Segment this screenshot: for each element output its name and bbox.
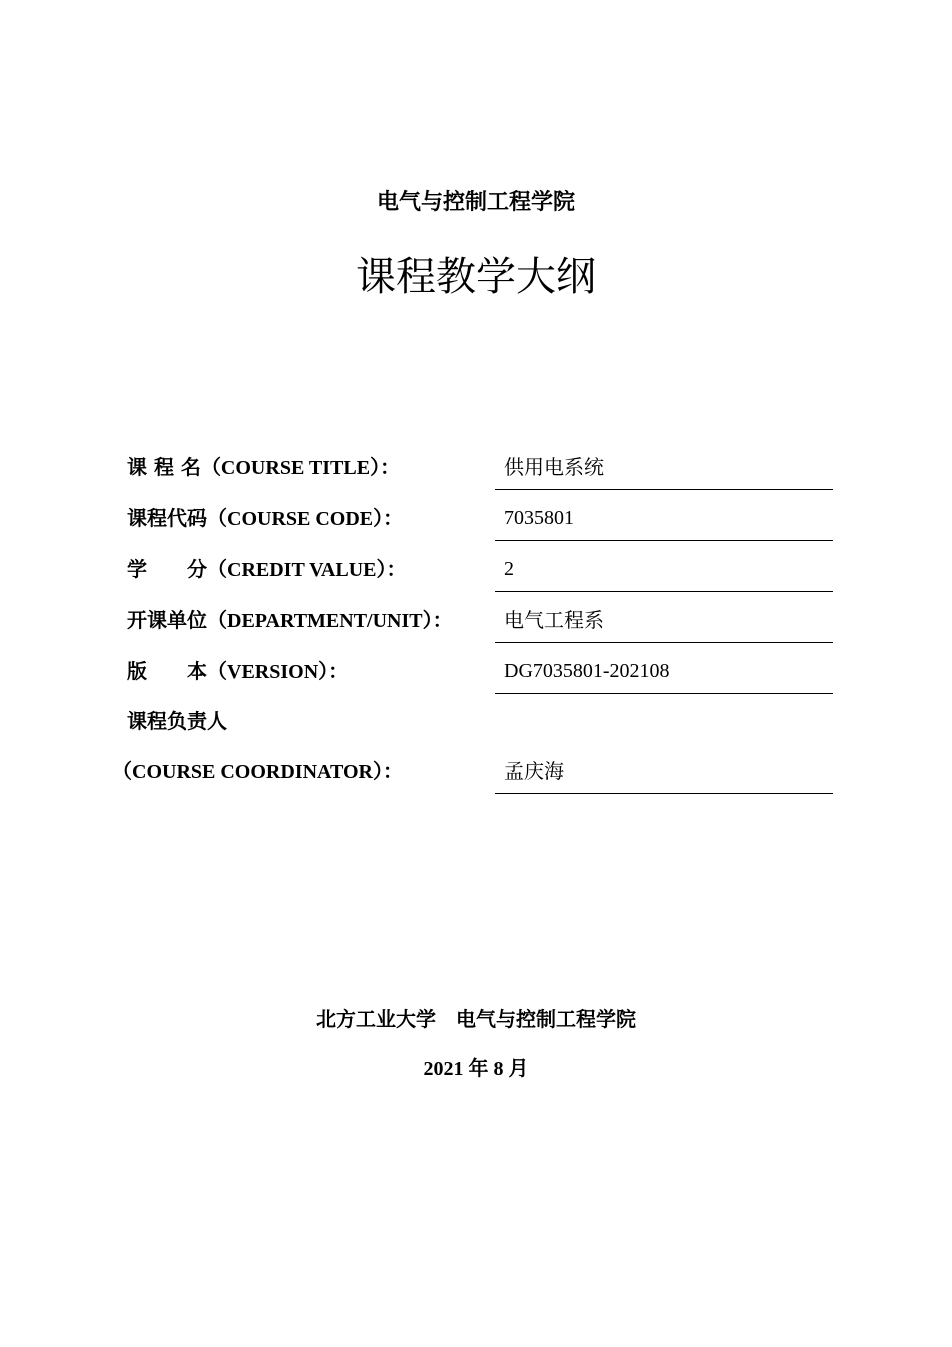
course-title-value: 供用电系统 [504,455,604,479]
footer-organization: 北方工业大学 电气与控制工程学院 [316,1007,636,1031]
course-code-value: 7035801 [504,507,574,529]
department-value: 电气工程系 [504,608,604,632]
version-label-cn: 版 本 [127,659,207,683]
course-title-label [127,453,400,482]
department-label-cn: 开课单位 [127,608,207,632]
coordinator-label-cn: 课程负责人 [127,709,227,733]
course-code-label [127,504,403,533]
field-credit-value [0,543,952,593]
credit-value-underline [495,591,833,592]
field-coordinator-heading [0,695,952,745]
field-coordinator [0,745,952,795]
document-title: 课程教学大纲 [356,254,596,300]
coordinator-label [112,757,403,786]
department-label [127,606,453,635]
field-department [0,594,952,644]
department-label-en: （DEPARTMENT/UNIT）： [207,610,453,632]
credit-value-label-en: （CREDIT VALUE）： [207,559,407,581]
college-name: 电气与控制工程学院 [376,190,575,215]
version-value: DG7035801-202108 [504,660,670,682]
version-label-en: （VERSION）： [207,661,349,683]
course-title-label-cn: 课 程 名 [127,455,201,479]
footer-date: 2021 年 8 月 [423,1058,529,1080]
version-underline [495,693,833,694]
course-code-label-cn: 课程代码 [127,506,207,530]
coordinator-underline [495,793,833,794]
field-course-code [0,492,952,542]
credit-value-value: 2 [504,558,514,580]
course-code-underline [495,540,833,541]
coordinator-value: 孟庆海 [504,759,564,783]
coordinator-label-en: （COURSE COORDINATOR）： [112,761,403,783]
field-course-title [0,441,952,491]
course-title-underline [495,489,833,490]
credit-value-label-cn: 学 分 [127,557,207,581]
version-label [127,657,348,686]
department-underline [495,642,833,643]
course-code-label-en: （COURSE CODE）： [207,508,404,530]
field-version [0,645,952,695]
course-title-label-en: （COURSE TITLE）： [200,457,401,479]
credit-value-label [127,555,407,584]
